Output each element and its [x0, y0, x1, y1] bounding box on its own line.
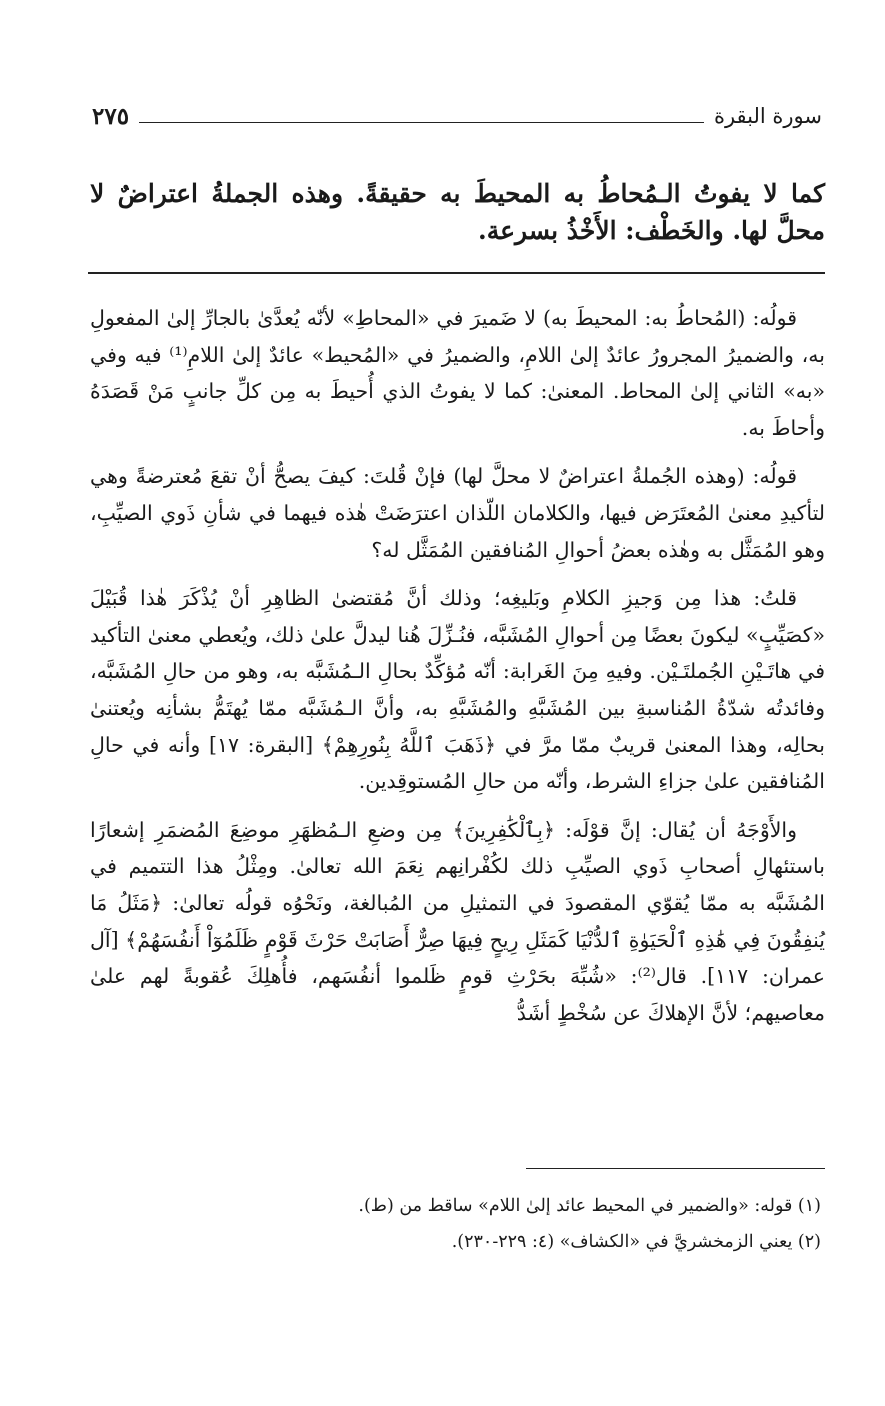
commentary-paragraph: قولُه: (وهذه الجُملةُ اعتراضٌ لا محلَّ لها) فإنْ قُلتَ: كيفَ يصحُّ أنْ تقعَ مُعترضةً وهي لتأكيدِ معنىٰ المُعتَرَض فيها، والكلامان اللّذان اعترَضَتْ هٰذه فيهما في شأنِ ذَوي الصيِّبِ، وهو المُمَثَّل به وهٰذه بعضُ أحوالِ المُنافقين المُمَثَّل له؟	[90, 464, 825, 562]
page-number: ٢٧٥	[92, 102, 130, 130]
footnote-divider	[526, 1168, 825, 1169]
commentary-paragraph: والأَوْجَهُ أن يُقال: إنَّ قوْلَه: ﴿بِٱلْكَٰفِرِينَ﴾ مِن وضعِ الـمُظهَرِ موضِعَ المُضمَرِ إشعارًا باستئهالِ أصحابِ ذَوي الصيِّبِ ذلك لكُفْرانِهم نِعَمَ الله تعالىٰ. ومِثْلُ هذا التتميم في المُشَبَّه به ممّا يُقوّي المقصودَ في التمثيلِ من المُبالغة، ونَحْوُه قولُه تعالىٰ: ﴿مَثَلُ مَا يُنفِقُونَ فِي هَٰذِهِ ٱلْحَيَوٰةِ ٱلدُّنْيَا كَمَثَلِ رِيحٍ فِيهَا صِرٌّ أَصَابَتْ حَرْثَ قَوْمٍ ظَلَمُوٓاْ أَنفُسَهُمْ﴾ [آل عمران: ١١٧]. قال⁽²⁾: «شُبِّهَ بحَرْثِ قومٍ ظَلموا أنفُسَهم، فأُهلِكَ عُقوبةً لهم علىٰ معاصيهم؛ لأنَّ الإهلاكَ عن سُخْطٍ أشَدُّ	[90, 817, 825, 1025]
main-text: كما لا يفوتُ الـمُحاطُ به المحيطَ به حقيقةً. وهذه الجملةُ اعتراضٌ لا محلَّ لها. والخَطْف: الأَخْذُ بسرعة.	[90, 179, 825, 245]
footnote: (٢) يعني الزمخشريَّ في «الكشاف» (٤: ٢٢٩-٢٣٠).	[451, 1232, 821, 1252]
surah-title: سورة البقرة	[713, 104, 822, 128]
footnotes	[90, 1188, 825, 1260]
commentary	[90, 300, 825, 1043]
main-divider	[88, 272, 825, 274]
commentary-paragraph: قولُه: (المُحاطُ به: المحيطَ به) لا ضَميرَ في «المحاطِ» لأنّه يُعدَّىٰ بالجارِّ إلىٰ المفعولِ به، والضميرُ المجرورُ عائدٌ إلىٰ اللامِ، والضميرُ في «المُحيط» عائدٌ إلىٰ اللامِ⁽¹⁾ فيه وفي «به» الثاني إلىٰ المحاط. المعنىٰ: كما لا يفوتُ الذي أُحيطَ به مِن كلِّ جانبٍ مَنْ قَصَدَهُ وأحاطَ به.	[90, 306, 825, 440]
footnote: (١) قوله: «والضمير في المحيط عائد إلىٰ اللام» ساقط من (ط).	[358, 1196, 821, 1216]
commentary-paragraph: قلتُ: هذا مِن وَجيزِ الكلامِ وبَليغِه؛ وذلك أنَّ مُقتضىٰ الظاهِرِ أنْ يُذْكَرَ هٰذا قُبَيْلَ «كصَيِّبٍ» ليكونَ بعضًا مِن أحوالِ المُشَبَّه، فنُـزِّلَ هُنا ليدلَّ علىٰ ذلك، ويُعطي معنىٰ التأكيد في هاتَـيْنِ الجُملتَـيْن. وفيهِ مِنَ الغَرابة: أنّه مُؤكِّدٌ بحالِ الـمُشَبَّه به، وهو من حالِ المُشَبَّه، وفائدتُه شدّةُ المُناسبةِ بين المُشَبَّهِ والمُشَبَّهِ به، وأنَّ الـمُشَبَّه ممّا يُهتَمُّ بشأنِه ويُعتنىٰ بحالِه، وهذا المعنىٰ قريبٌ ممّا مرَّ في ﴿ذَهَبَ ٱللَّهُ بِنُورِهِمْ﴾ [البقرة: ١٧] وأنه في حالِ المُنافقين علىٰ جزاءِ الشرط، وأنّه من حالِ المُستوقِدين.	[90, 586, 825, 794]
header-rule	[139, 122, 704, 123]
page-header	[92, 96, 822, 136]
